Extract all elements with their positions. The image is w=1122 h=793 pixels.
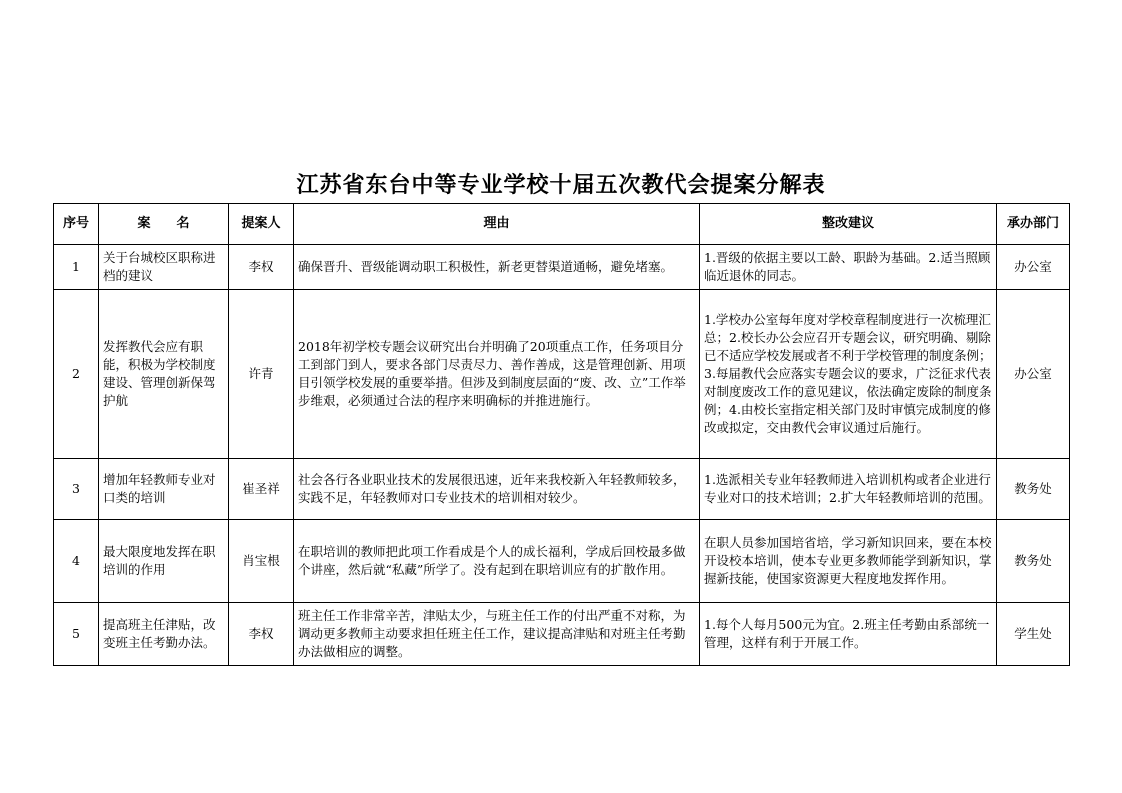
table-row bbox=[54, 603, 1070, 666]
cell-proposer: 李权 bbox=[229, 603, 294, 666]
cell-reason: 社会各行各业职业技术的发展很迅速，近年来我校新入年轻教师较多，实践不足，年轻教师对口专业技术的培训相对较少。 bbox=[294, 459, 700, 520]
cell-proposer: 肖宝根 bbox=[229, 520, 294, 603]
cell-case: 关于台城校区职称进档的建议 bbox=[99, 245, 229, 290]
document-title: 江苏省东台中等专业学校十届五次教代会提案分解表 bbox=[296, 172, 826, 198]
cell-no: 3 bbox=[54, 459, 99, 520]
cell-proposer: 李权 bbox=[229, 245, 294, 290]
header-reason: 理由 bbox=[294, 204, 700, 245]
cell-reason: 在职培训的教师把此项工作看成是个人的成长福利，学成后回校最多做个讲座，然后就“私藏”所学了。没有起到在职培训应有的扩散作用。 bbox=[294, 520, 700, 603]
cell-case: 增加年轻教师专业对口类的培训 bbox=[99, 459, 229, 520]
header-case: 案 名 bbox=[99, 204, 229, 245]
cell-case: 发挥教代会应有职能，积极为学校制度建设、管理创新保驾护航 bbox=[99, 290, 229, 459]
cell-no: 2 bbox=[54, 290, 99, 459]
cell-dept: 教务处 bbox=[997, 520, 1070, 603]
table-row bbox=[54, 520, 1070, 603]
cell-suggestion: 1.每个人每月500元为宜。2.班主任考勤由系部统一管理，这样有利于开展工作。 bbox=[700, 603, 997, 666]
cell-reason: 2018年初学校专题会议研究出台并明确了20项重点工作，任务项目分工到部门到人，要求各部门尽责尽力、善作善成，这是管理创新、用项目引领学校发展的重要举措。但涉及到制度层面的“废、改、立”工作举步维艰，必须通过合法的程序来明确标的并推进施行。 bbox=[294, 290, 700, 459]
cell-dept: 教务处 bbox=[997, 459, 1070, 520]
cell-reason: 确保晋升、晋级能调动职工积极性，新老更替渠道通畅，避免堵塞。 bbox=[294, 245, 700, 290]
cell-suggestion: 1.选派相关专业年轻教师进入培训机构或者企业进行专业对口的技术培训；2.扩大年轻教师培训的范围。 bbox=[700, 459, 997, 520]
header-suggestion: 整改建议 bbox=[700, 204, 997, 245]
header-dept: 承办部门 bbox=[997, 204, 1070, 245]
cell-no: 5 bbox=[54, 603, 99, 666]
cell-proposer: 许青 bbox=[229, 290, 294, 459]
cell-suggestion: 1.晋级的依据主要以工龄、职龄为基础。2.适当照顾临近退休的同志。 bbox=[700, 245, 997, 290]
cell-dept: 学生处 bbox=[997, 603, 1070, 666]
proposal-table bbox=[53, 203, 1070, 666]
cell-no: 4 bbox=[54, 520, 99, 603]
cell-no: 1 bbox=[54, 245, 99, 290]
header-no: 序号 bbox=[54, 204, 99, 245]
table-row bbox=[54, 459, 1070, 520]
cell-suggestion: 1.学校办公室每年度对学校章程制度进行一次梳理汇总；2.校长办公会应召开专题会议，研究明确、剔除已不适应学校发展或者不利于学校管理的制度条例；3.每届教代会应落实专题会议的要求，广泛征求代表对制度废改工作的意见建议，依法确定废除的制度条例；4.由校长室指定相关部门及时审慎完成制度的修改或拟定，交由教代会审议通过后施行。 bbox=[700, 290, 997, 459]
cell-reason: 班主任工作非常辛苦，津贴太少，与班主任工作的付出严重不对称，为调动更多教师主动要求担任班主任工作，建议提高津贴和对班主任考勤办法做相应的调整。 bbox=[294, 603, 700, 666]
cell-case: 最大限度地发挥在职培训的作用 bbox=[99, 520, 229, 603]
table-row bbox=[54, 245, 1070, 290]
cell-dept: 办公室 bbox=[997, 290, 1070, 459]
cell-case: 提高班主任津贴，改变班主任考勤办法。 bbox=[99, 603, 229, 666]
cell-suggestion: 在职人员参加国培省培，学习新知识回来，要在本校开设校本培训，使本专业更多教师能学到新知识，掌握新技能，使国家资源更大程度地发挥作用。 bbox=[700, 520, 997, 603]
table-row bbox=[54, 290, 1070, 459]
cell-proposer: 崔圣祥 bbox=[229, 459, 294, 520]
table-header-row bbox=[54, 204, 1070, 245]
header-proposer: 提案人 bbox=[229, 204, 294, 245]
cell-dept: 办公室 bbox=[997, 245, 1070, 290]
